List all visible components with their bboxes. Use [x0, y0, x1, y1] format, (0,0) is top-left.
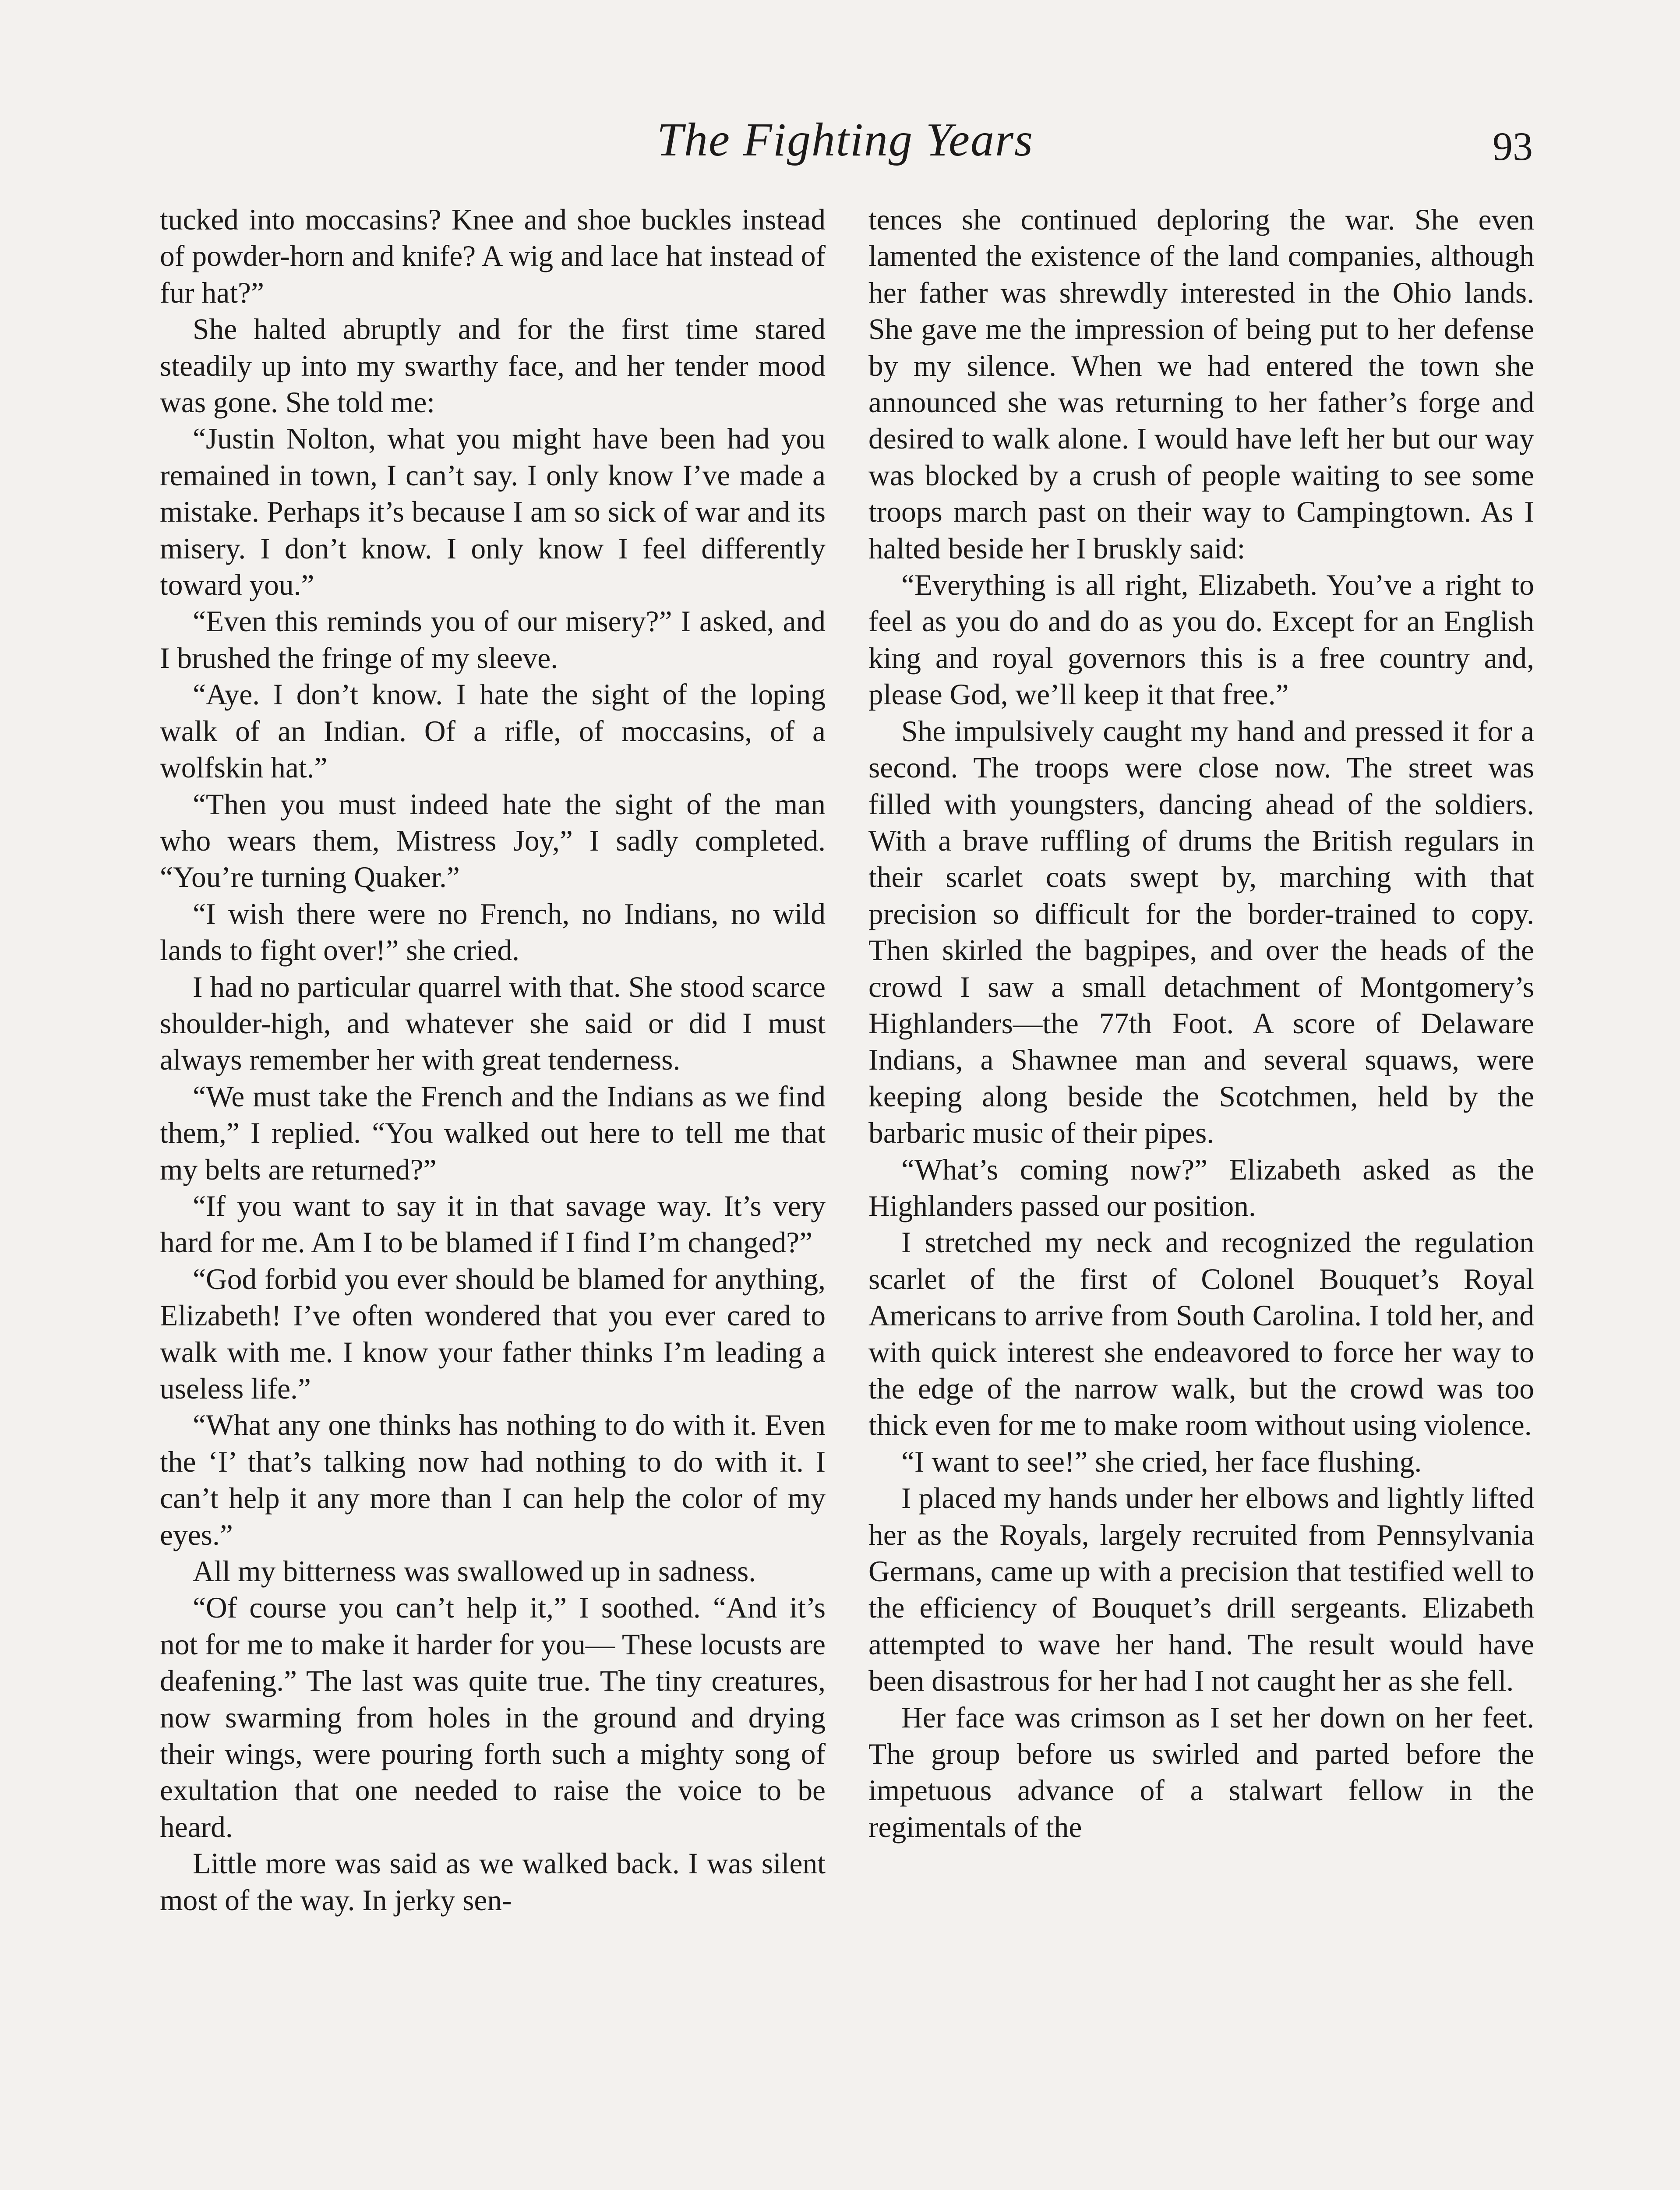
paragraph: I placed my hands under her elbows and lightly lifted her as the Royals, largely recruited from Pennsylvania Germans, came up with a precision that testified well to the efficiency of Bouquet’s drill sergeants. Elizabeth attempted to wave her hand. The result would have been disastrous for her had I not caught her as she fell. [868, 1482, 1534, 1698]
running-title: The Fighting Years [656, 114, 1034, 166]
paragraph: “Justin Nolton, what you might have been had you remained in town, I can’t say. I only know I’ve made a mistake. Perhaps it’s because I am so sick of war and its misery. I don’t know. I only know I feel differently toward you.” [160, 422, 826, 602]
right-column [868, 201, 1534, 1845]
paragraph: tucked into moccasins? Knee and shoe buckles instead of powder-horn and knife? A wig and lace hat instead of fur hat?” [160, 203, 826, 309]
paragraph: I had no particular quarrel with that. She stood scarce shoulder-high, and whatever she said or did I must always remember her with great tenderness. [160, 970, 826, 1077]
paragraph: I stretched my neck and recognized the regulation scarlet of the first of Colonel Bouquet’s Royal Americans to arrive from South Carolina. I told her, and with quick interest she endeavored to force her way to the edge of the narrow walk, but the crowd was too thick even for me to make room without using violence. [868, 1226, 1534, 1442]
paragraph: “God forbid you ever should be blamed for anything, Elizabeth! I’ve often wondered that you ever cared to walk with me. I know your father thinks I’m leading a useless life.” [160, 1262, 826, 1405]
paragraph: tences she continued deploring the war. She even lamented the existence of the land companies, although her father was shrewdly interested in the Ohio lands. She gave me the impression of being put to her defense by my silence. When we had entered the town she announced she was returning to her father’s forge and desired to walk alone. I would have left her but our way was blocked by a crush of people waiting to see some troops march past on their way to Campingtown. As I halted beside her I bruskly said: [868, 203, 1534, 565]
page-number: 93 [1493, 124, 1533, 169]
paragraph: “Of course you can’t help it,” I soothed. “And it’s not for me to make it harder for you— These locusts are deafening.” The last was quite true. The tiny creatures, now swarming from holes in the ground and drying their wings, were pouring forth such a mighty song of exultation that one needed to raise the voice to be heard. [160, 1591, 826, 1844]
paragraph: “I wish there were no French, no Indians, no wild lands to fight over!” she cried. [160, 897, 826, 967]
left-column [160, 201, 826, 1918]
page-header [158, 110, 1533, 180]
paragraph: “What any one thinks has nothing to do with it. Even the ‘I’ that’s talking now had nothing to do with it. I can’t help it any more than I can help the color of my eyes.” [160, 1409, 826, 1551]
paragraph: “Everything is all right, Elizabeth. You’ve a right to feel as you do and do as you do. Except for an English king and royal governors this is a free country and, please God, we’ll keep it that free.” [868, 569, 1534, 711]
paragraph: Little more was said as we walked back. I was silent most of the way. In jerky sen- [160, 1847, 826, 1917]
paragraph: All my bitterness was swallowed up in sadness. [193, 1555, 756, 1588]
paragraph: “Then you must indeed hate the sight of the man who wears them, Mistress Joy,” I sadly completed. “You’re turning Quaker.” [160, 788, 826, 894]
paragraph: “What’s coming now?” Elizabeth asked as the Highlanders passed our position. [868, 1153, 1534, 1222]
paragraph: She halted abruptly and for the first time stared steadily up into my swarthy face, and her tender mood was gone. She told me: [160, 313, 826, 419]
paragraph: “I want to see!” she cried, her face flushing. [901, 1445, 1422, 1478]
paragraph: “Aye. I don’t know. I hate the sight of the loping walk of an Indian. Of a rifle, of moccasins, of a wolfskin hat.” [160, 678, 826, 784]
paragraph: “We must take the French and the Indians as we find them,” I replied. “You walked out here to tell me that my belts are returned?” [160, 1080, 826, 1186]
paragraph: “Even this reminds you of our misery?” I asked, and I brushed the fringe of my sleeve. [160, 605, 826, 675]
paragraph: Her face was crimson as I set her down on her feet. The group before us swirled and parted before the impetuous advance of a stalwart fellow in the regimentals of the [868, 1701, 1534, 1844]
paragraph: “If you want to say it in that savage way. It’s very hard for me. Am I to be blamed if I find I’m changed?” [160, 1189, 826, 1259]
paragraph: She impulsively caught my hand and pressed it for a second. The troops were close now. The street was filled with youngsters, dancing ahead of the soldiers. With a brave ruffling of drums the British regulars in their scarlet coats swept by, marching with that precision so difficult for the border-trained to copy. Then skirled the bagpipes, and over the heads of the crowd I saw a small detachment of Montgomery’s Highlanders—the 77th Foot. A score of Delaware Indians, a Shawnee man and several squaws, were keeping along beside the Scotchmen, held by the barbaric music of their pipes. [868, 714, 1534, 1150]
